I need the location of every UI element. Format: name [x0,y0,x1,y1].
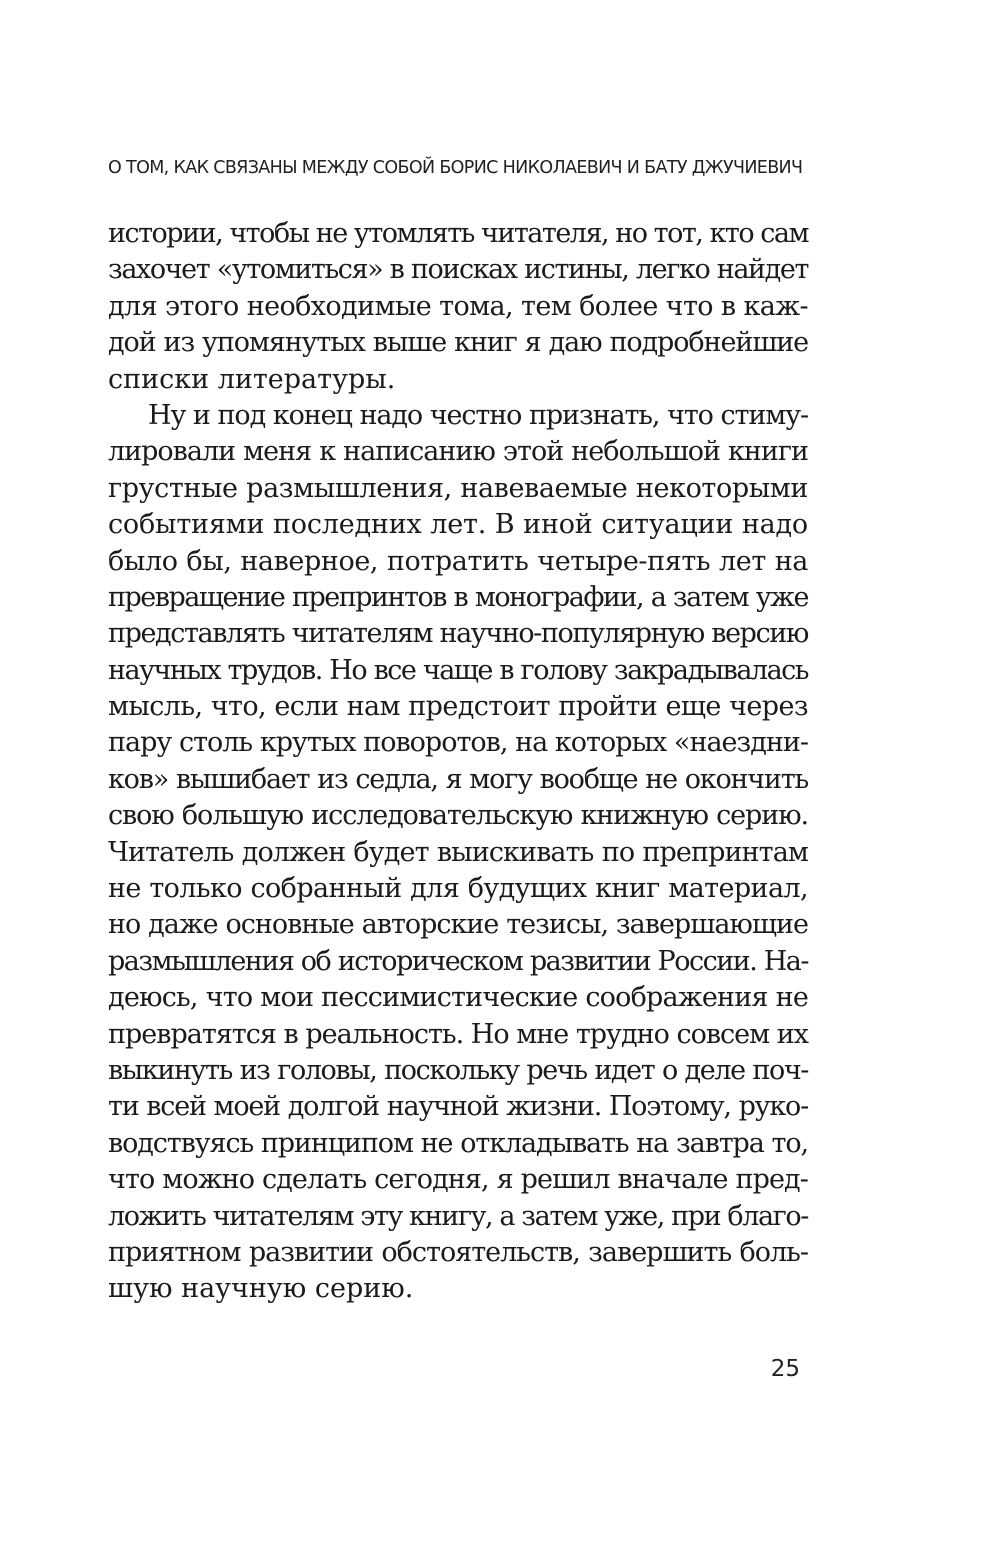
text-line: превратятся в реальность. Но мне трудно совсем их [108,1018,808,1050]
running-head: О ТОМ, КАК СВЯЗАНЫ МЕЖДУ СОБОЙ БОРИС НИКОЛАЕВИЧ И БАТУ ДЖУЧИЕВИЧ [108,158,803,178]
text-line: для этого необходимые тома, тем более что в каж- [108,290,809,322]
text-line: приятном развитии обстоятельств, завершить боль- [108,1236,808,1268]
text-line: грустные размышления, навеваемые некоторыми [108,472,808,504]
text-line: шую научную серию. [108,1273,414,1305]
text-line: было бы, наверное, потратить четыре-пять лет на [108,545,808,577]
text-line: Ну и под конец надо честно признать, что стиму- [148,399,808,431]
text-line: мысль, что, если нам предстоит пройти еще через [108,691,808,723]
text-line: истории, чтобы не утомлять читателя, но тот, кто сам [108,218,808,249]
text-line: лировали меня к написанию этой небольшой книги [108,436,808,468]
text-line: списки литературы. [108,363,396,395]
text-line: превращение препринтов в монографии, а затем уже [108,581,808,613]
text-line: представлять читателям научно-популярную версию [108,618,808,650]
text-line: выкинуть из головы, поскольку речь идет о деле поч- [108,1054,808,1086]
text-line: размышления об историческом развитии России. На- [108,945,808,977]
text-line: не только собранный для будущих книг материал, [108,873,808,905]
text-line: событиями последних лет. В иной ситуации надо [108,509,808,541]
page-number: 25 [770,1356,800,1382]
text-line: свою большую исследовательскую книжную серию. [108,800,808,832]
text-line: что можно сделать сегодня, я решил вначале пред- [108,1164,808,1196]
text-line: ложить читателям эту книгу, а затем уже, при благо- [108,1200,808,1232]
text-line: пару столь крутых поворотов, на которых «наездни- [108,727,808,759]
text-line: деюсь, что мои пессимистические соображения не [108,982,808,1014]
text-line: ков» вышибает из седла, я могу вообще не окончить [108,763,808,795]
text-line: ти всей моей долгой научной жизни. Поэтому, руко- [108,1091,808,1123]
text-line: научных трудов. Но все чаще в голову закрадывалась [108,654,808,686]
text-line: Читатель должен будет выискивать по препринтам [108,836,808,868]
text-line: дой из упомянутых выше книг я даю подробнейшие [108,327,808,359]
text-line: водствуясь принципом не откладывать на завтра то, [108,1127,808,1159]
text-line: захочет «утомиться» в поисках истины, легко найдет [108,254,808,286]
body-text [108,216,808,1308]
text-line: но даже основные авторские тезисы, завершающие [108,909,808,941]
